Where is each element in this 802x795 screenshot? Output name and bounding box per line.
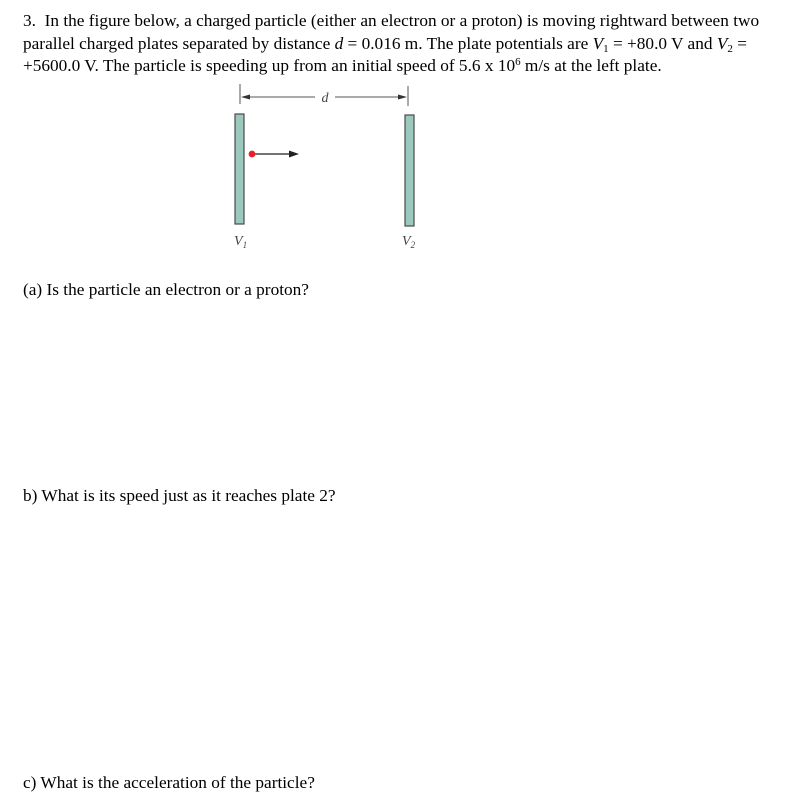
plate-1-label: $V_1$ <box>234 234 248 250</box>
velocity-arrow-head <box>289 151 299 158</box>
plate-2-label: $V_2$ <box>402 234 416 250</box>
distance-label: d <box>321 91 329 106</box>
problem-statement <box>23 10 793 78</box>
problem-number: 3. <box>23 11 36 30</box>
plate-2 <box>405 115 414 226</box>
parallel-plates-figure <box>225 82 425 262</box>
dimension-arrow-right <box>398 95 407 100</box>
figure-svg <box>225 82 425 262</box>
dimension-arrow-left <box>241 95 250 100</box>
charged-particle <box>249 151 256 158</box>
plate-1 <box>235 114 244 224</box>
question-b: b) What is its speed just as it reaches plate 2? <box>23 486 336 505</box>
question-c: c) What is the acceleration of the particle? <box>23 773 315 792</box>
problem-text: 3. In the figure below, a charged particle (either an electron or a proton) is moving rightward between two parallel charged plates separated by distance d = 0.016 m. The plate potentials are $V_1 = +80.0$ V and $V_2 = +5600.0$ V. The particle is speeding up from an initial speed of 5.6 x $10^6$ m/s at the left plate. <box>23 11 760 75</box>
question-a: (a) Is the particle an electron or a proton? <box>23 280 309 299</box>
